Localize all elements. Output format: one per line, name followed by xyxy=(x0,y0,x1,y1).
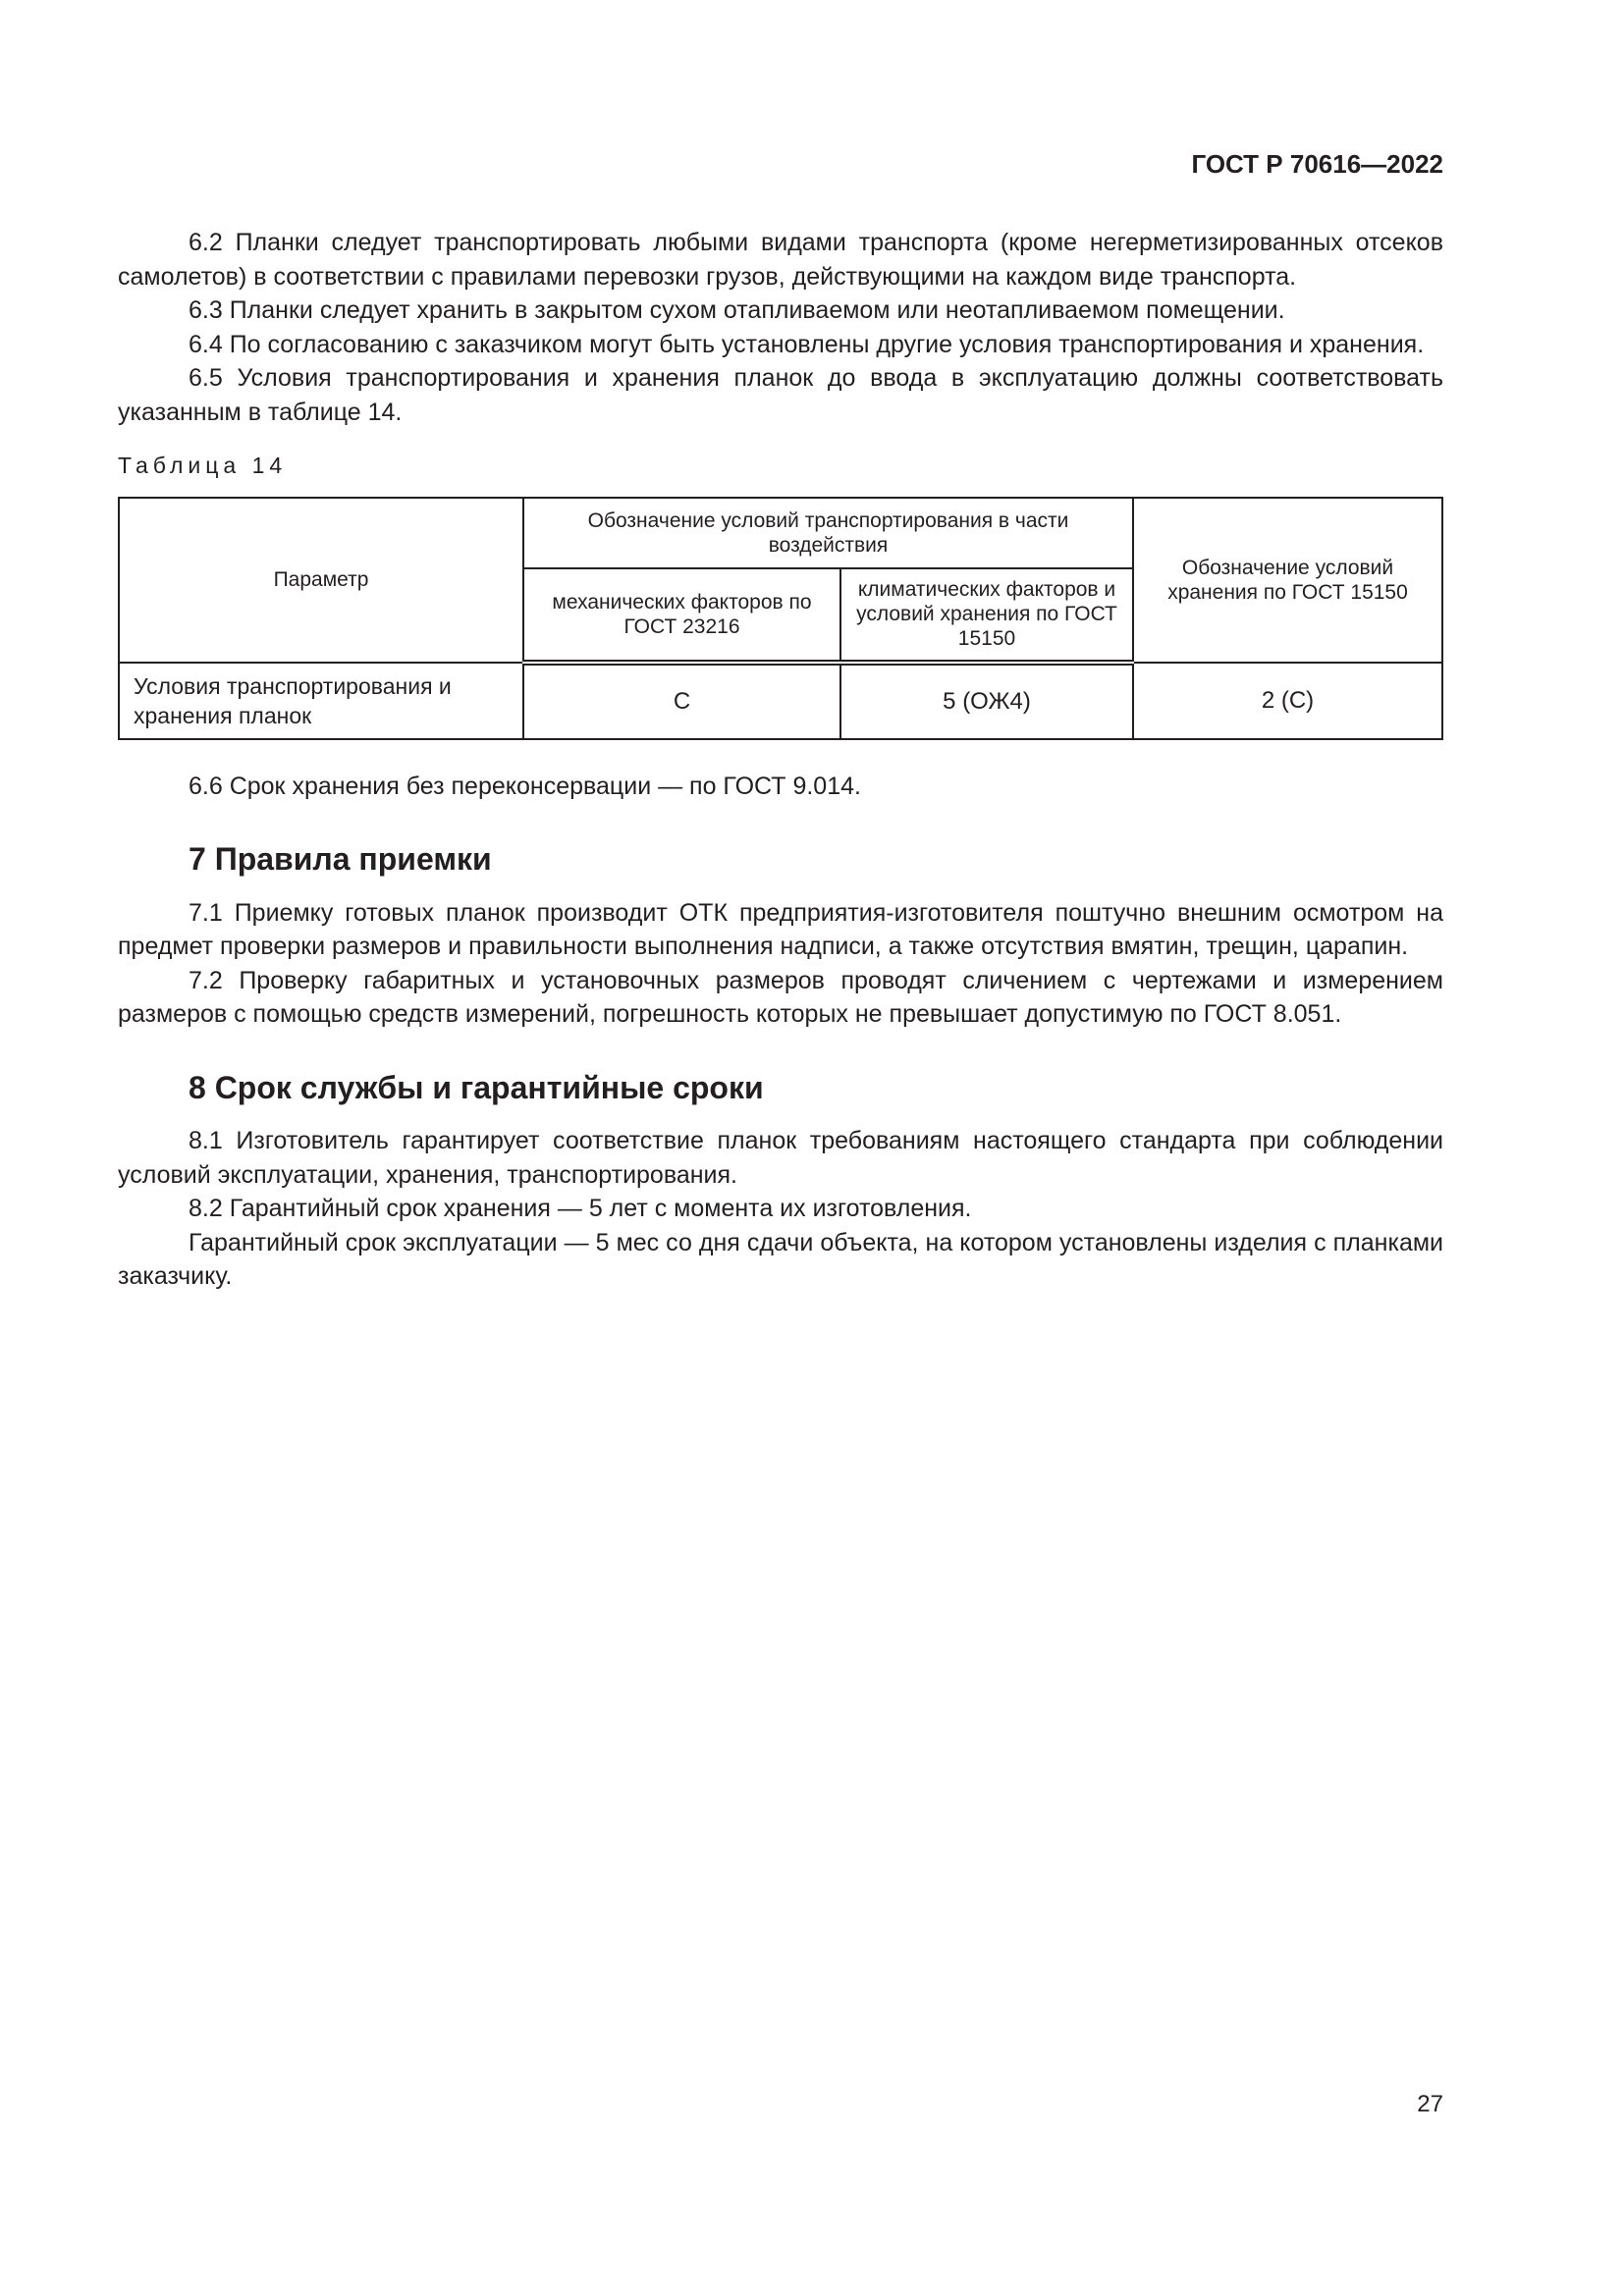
header-climatic: климатических факторов и условий хранения по ГОСТ 15150 xyxy=(840,568,1133,663)
paragraph-6-5: 6.5 Условия транспортирования и хранения планок до ввода в эксплуатацию должны соответствовать указанным в таблице 14. xyxy=(118,364,1443,426)
cell-mechanical: С xyxy=(523,663,840,739)
header-transport-group: Обозначение условий транспортирования в части воздействия xyxy=(523,498,1133,568)
paragraph-8-3: Гарантийный срок эксплуатации — 5 мес со дня сдачи объекта, на котором установлены изделия с планками заказчику. xyxy=(118,1228,1443,1290)
page-number: 27 xyxy=(1417,2091,1443,2117)
document-designation: ГОСТ Р 70616—2022 xyxy=(1191,149,1443,179)
paragraph-6-6: 6.6 Срок хранения без переконсервации — по ГОСТ 9.014. xyxy=(189,772,861,800)
paragraph-8-2: 8.2 Гарантийный срок хранения — 5 лет с момента их изготовления. xyxy=(189,1195,972,1222)
table-caption: Таблица 14 xyxy=(118,453,288,478)
table-14 xyxy=(118,497,1443,740)
paragraph-7-2: 7.2 Проверку габаритных и установочных размеров проводят сличением с чертежами и измерением размеров с помощью средств измерений, погрешность которых не превышает допустимую по ГОСТ 8.051. xyxy=(118,966,1443,1028)
paragraph-6-2: 6.2 Планки следует транспортировать любыми видами транспорта (кроме негерметизированных отсеков самолетов) в соответствии с правилами перевозки грузов, действующими на каждом виде транспорта. xyxy=(118,229,1443,291)
header-param: Параметр xyxy=(119,498,523,663)
cell-storage: 2 (С) xyxy=(1133,663,1442,739)
paragraph-6-3: 6.3 Планки следует хранить в закрытом сухом отапливаемом или неотапливаемом помещении. xyxy=(189,296,1285,324)
cell-climatic: 5 (ОЖ4) xyxy=(840,663,1133,739)
table-row xyxy=(119,663,1442,739)
header-storage: Обозначение условий хранения по ГОСТ 15150 xyxy=(1133,498,1442,663)
cell-param: Условия транспортирования и хранения планок xyxy=(119,663,523,739)
header-mechanical: механических факторов по ГОСТ 23216 xyxy=(523,568,840,663)
paragraph-6-4: 6.4 По согласованию с заказчиком могут быть установлены другие условия транспортирования и хранения. xyxy=(189,330,1425,358)
page-content xyxy=(118,226,1443,1294)
section-7-heading: 7 Правила приемки xyxy=(189,841,492,877)
paragraph-7-1: 7.1 Приемку готовых планок производит ОТК предприятия-изготовителя поштучно внешним осмотром на предмет проверки размеров и правильности выполнения надписи, а также отсутствия вмятин, трещин, царапин. xyxy=(118,898,1443,960)
paragraph-8-1: 8.1 Изготовитель гарантирует соответствие планок требованиям настоящего стандарта при соблюдении условий эксплуатации, хранения, транспортирования. xyxy=(118,1127,1443,1189)
section-8-heading: 8 Срок службы и гарантийные сроки xyxy=(189,1069,764,1105)
